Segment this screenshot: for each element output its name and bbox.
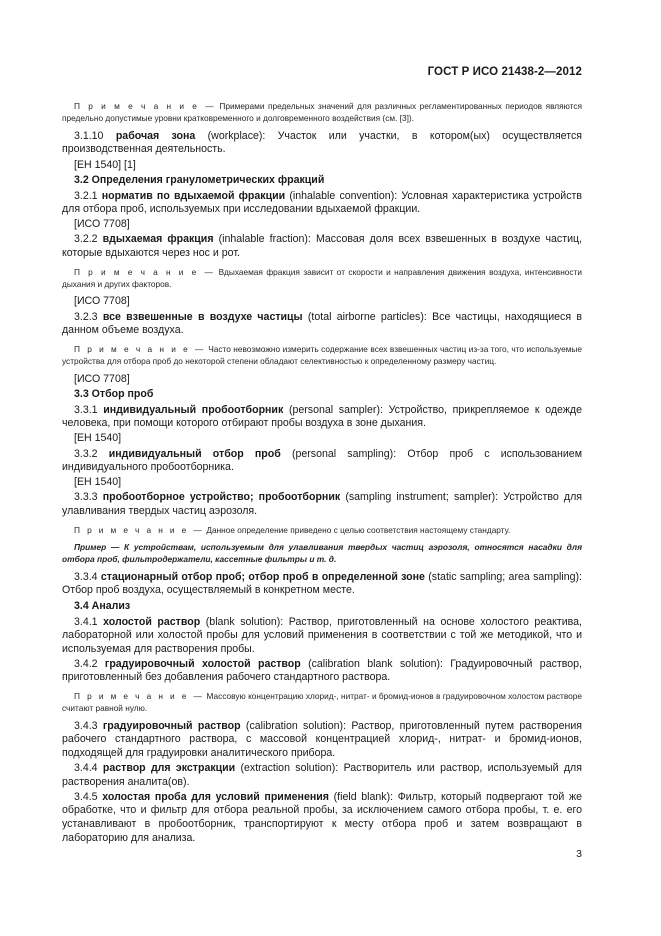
note-label: П р и м е ч а н и е — (74, 524, 205, 535)
term-definition (62, 762, 582, 789)
note-label: П р и м е ч а н и е — (74, 101, 216, 111)
term-definition (62, 448, 582, 475)
term-definition (62, 791, 582, 845)
term-number: 3.3.4 (74, 570, 98, 583)
note (62, 266, 582, 291)
term-text: (extraction solution): Растворитель или раствор, используемый для растворения аналита(ов). (62, 762, 582, 788)
term-text: (static sampling; area sampling): Отбор проб воздуха, осуществляемый в конкретном месте. (62, 570, 582, 597)
term-title: вдыхаемая фракция (102, 233, 214, 246)
source-reference: [ЕН 1540] [1] (74, 158, 136, 171)
term-text: (inhalable convention): Условная характеристика устройств для отбора проб, используемых при исследовании вдыхаемой фракции. (62, 189, 582, 216)
term-text: (personal sampler): Устройство, прикрепляемое к одежде человека, при помощи которого отбирают пробы воздуха в зоне дыхания. (62, 403, 582, 430)
page-number: 3 (576, 848, 582, 860)
note-text: Массовую концентрацию хлорид-, нитрат- и бромид-ионов в градуировочном холостом растворе считают равной нулю. (62, 690, 582, 714)
term-number: 3.3.1 (74, 403, 98, 416)
term-definition (62, 491, 582, 518)
term-text: (blank solution): Раствор, приготовленный на основе холостого реактива, лабораторной или холостой пробы для условий применения в соответствии с той же методикой, что и используемая для растворения пробы. (62, 615, 582, 655)
term-number: 3.4.1 (74, 615, 98, 628)
term-title: все взвешенные в воздухе частицы (102, 310, 303, 323)
note (62, 100, 582, 125)
term-title: раствор для экстракции (102, 762, 236, 775)
document-header-code: ГОСТ Р ИСО 21438-2—2012 (427, 66, 582, 78)
term-text: (workplace): Участок или участки, в котором(ых) осуществляется производственная деятельность. (62, 129, 582, 156)
term-title: норматив по вдыхаемой фракции (101, 189, 286, 202)
term-definition (62, 404, 582, 431)
term-title: рабочая зона (115, 129, 196, 142)
note-text: Данное определение приведено с целью соответствия настоящему стандарту. (206, 524, 511, 535)
section-heading: 3.4 Анализ (74, 599, 131, 612)
source-reference: [ЕН 1540] (74, 432, 122, 445)
note (62, 524, 582, 536)
term-definition (62, 616, 582, 657)
note (62, 690, 582, 715)
term-title: индивидуальный пробоотборник (103, 403, 284, 416)
term-number: 3.2.1 (74, 189, 98, 202)
source-reference: [ИСО 7708] (74, 295, 130, 308)
example-text: Пример — К устройствам, используемым для улавливания твердых частиц аэрозоля, относятся насадки для отбора проб, фильтродержатели, кассетные фильтры и т. д. (62, 541, 582, 565)
term-title: холостая проба для условий применения (102, 790, 329, 803)
term-definition (62, 571, 582, 598)
term-number: 3.4.4 (74, 762, 98, 775)
term-number: 3.3.2 (74, 447, 98, 460)
note-text: Примерами предельных значений для различных регламентированных периодов являются предельно допустимые уровни кратковременного и долговременного воздействия (см. [3]). (62, 101, 583, 124)
term-definition (62, 658, 582, 685)
section-heading: 3.2 Определения гранулометрических фракций (74, 174, 325, 187)
document-body (62, 95, 582, 847)
section-heading: 3.3 Отбор проб (74, 388, 154, 401)
term-text: (field blank): Фильтр, который подвергают той же обработке, что и фильтр для отбора реальной пробы, за исключением самого отбора пробы, т. е. его устанавливают в пробоотборник, транспортируют к месту отбора проб и затем возвращают в лабораторию для анализа. (62, 790, 582, 844)
source-reference: [ЕН 1540] (74, 476, 122, 489)
term-text: (calibration solution): Раствор, приготовленный путем растворения рабочего стандартного раствора, с массовой концентрацией хлорид-, нитрат- и бромид-ионов, подходящей для градуировки аналитического прибора. (62, 719, 582, 759)
term-text: (calibration blank solution): Градуировочный раствор, приготовленный без добавления рабочего стандартного раствора. (62, 657, 582, 684)
term-definition (62, 130, 582, 157)
term-number: 3.1.10 (74, 129, 104, 142)
term-number: 3.2.2 (74, 233, 98, 246)
term-number: 3.2.3 (74, 310, 98, 323)
term-definition (62, 720, 582, 761)
note (62, 343, 582, 368)
note-text: Часто невозможно измерить содержание всех взвешенных частиц из-за того, что используемые устройства для отбора проб до некоторой степени обладают селективностью к определенному размеру частиц. (62, 343, 583, 367)
term-number: 3.4.3 (74, 719, 98, 732)
note-label: П р и м е ч а н и е — (74, 343, 206, 354)
term-title: стационарный отбор проб; отбор проб в определенной зоне (100, 570, 425, 583)
term-title: индивидуальный отбор проб (108, 447, 281, 460)
term-title: холостой раствор (103, 615, 201, 628)
term-text: (sampling instrument; sampler): Устройство для улавливания твердых частиц аэрозоля. (62, 491, 582, 517)
term-definition (62, 311, 582, 338)
term-text: (total airborne particles): Все частицы, находящиеся в данном объеме воздуха. (62, 310, 582, 337)
note-label: П р и м е ч а н и е — (74, 266, 216, 277)
term-title: градуировочный раствор (102, 719, 241, 732)
term-text: (personal sampling): Отбор проб с использованием индивидуального пробоотборника. (62, 447, 582, 474)
term-definition (62, 190, 582, 217)
term-definition (62, 233, 582, 260)
term-number: 3.3.3 (74, 491, 98, 504)
source-reference: [ИСО 7708] (74, 218, 130, 231)
term-text: (inhalable fraction): Массовая доля всех взвешенных в воздухе частиц, которые вдыхаются через нос и рот. (62, 233, 582, 260)
term-title: пробоотборное устройство; пробоотборник (102, 491, 341, 504)
term-title: градуировочный холостой раствор (104, 657, 301, 670)
note-text: Вдыхаемая фракция зависит от скорости и направления движения воздуха, интенсивности дыхания и других факторов. (62, 266, 582, 290)
note-label: П р и м е ч а н и е — (74, 690, 205, 701)
term-number: 3.4.2 (74, 657, 98, 670)
term-number: 3.4.5 (74, 790, 98, 803)
source-reference: [ИСО 7708] (74, 372, 130, 385)
